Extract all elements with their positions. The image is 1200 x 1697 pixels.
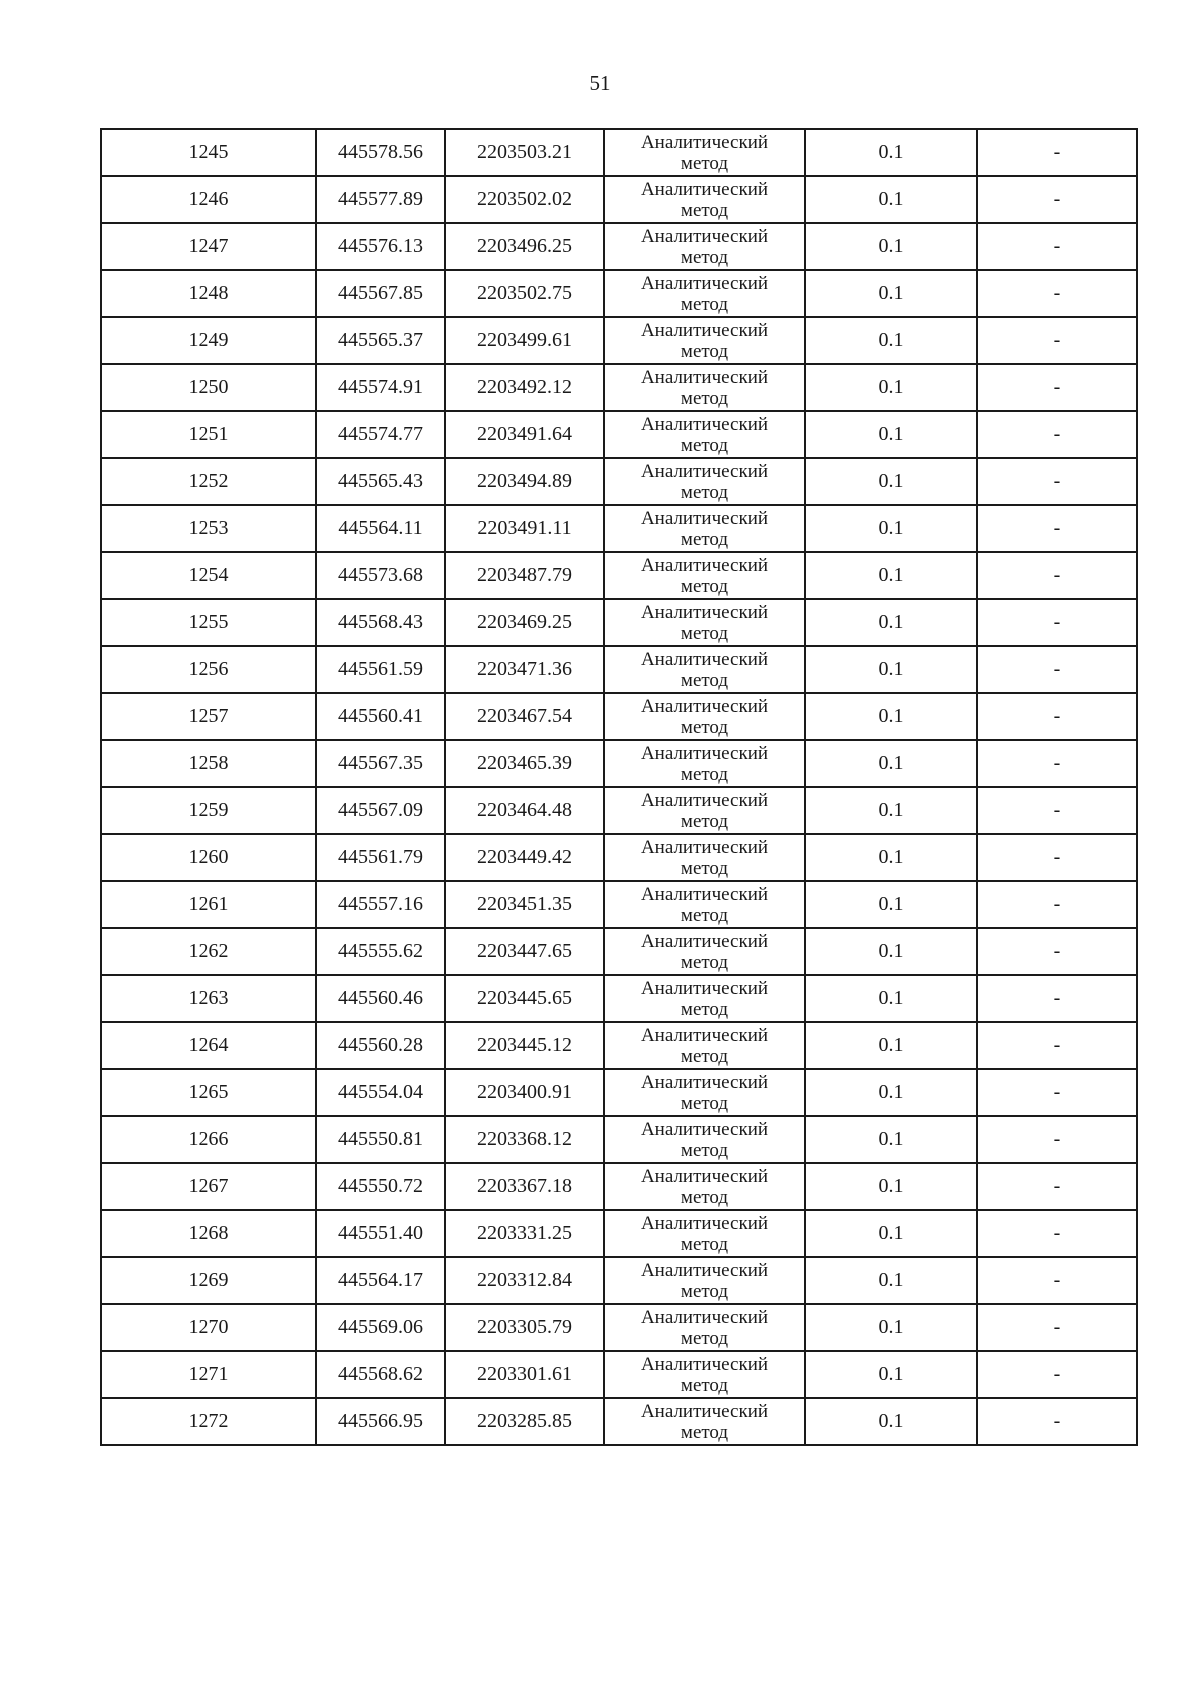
method-line-1: Аналитический bbox=[640, 601, 769, 623]
method-line-1: Аналитический bbox=[640, 648, 769, 670]
note-cell: - bbox=[977, 1163, 1137, 1210]
point-number-cell: 1249 bbox=[101, 317, 316, 364]
method-line-1: Аналитический bbox=[640, 178, 769, 200]
accuracy-cell: 0.1 bbox=[805, 646, 977, 693]
x-coordinate-cell: 445569.06 bbox=[316, 1304, 445, 1351]
point-number-cell: 1267 bbox=[101, 1163, 316, 1210]
x-coordinate-cell: 445574.91 bbox=[316, 364, 445, 411]
method-line-1: Аналитический bbox=[640, 789, 769, 811]
point-number-cell: 1253 bbox=[101, 505, 316, 552]
y-coordinate-cell: 2203301.61 bbox=[445, 1351, 604, 1398]
method-line-2: метод bbox=[680, 857, 729, 879]
table-row bbox=[101, 270, 1137, 317]
x-coordinate-cell: 445560.41 bbox=[316, 693, 445, 740]
method-line-1: Аналитический bbox=[640, 507, 769, 529]
method-line-1: Аналитический bbox=[640, 131, 769, 153]
method-line-2: метод bbox=[680, 951, 729, 973]
table-row bbox=[101, 1304, 1137, 1351]
method-cell bbox=[604, 881, 805, 928]
method-cell bbox=[604, 364, 805, 411]
x-coordinate-cell: 445568.43 bbox=[316, 599, 445, 646]
x-coordinate-cell: 445565.43 bbox=[316, 458, 445, 505]
x-coordinate-cell: 445576.13 bbox=[316, 223, 445, 270]
y-coordinate-cell: 2203502.02 bbox=[445, 176, 604, 223]
y-coordinate-cell: 2203445.12 bbox=[445, 1022, 604, 1069]
x-coordinate-cell: 445564.17 bbox=[316, 1257, 445, 1304]
note-cell: - bbox=[977, 1210, 1137, 1257]
method-line-1: Аналитический bbox=[640, 1118, 769, 1140]
point-number-cell: 1261 bbox=[101, 881, 316, 928]
x-coordinate-cell: 445567.09 bbox=[316, 787, 445, 834]
x-coordinate-cell: 445567.35 bbox=[316, 740, 445, 787]
method-cell bbox=[604, 552, 805, 599]
point-number-cell: 1264 bbox=[101, 1022, 316, 1069]
table-row bbox=[101, 129, 1137, 176]
method-cell bbox=[604, 1069, 805, 1116]
method-line-1: Аналитический bbox=[640, 1259, 769, 1281]
method-line-2: метод bbox=[680, 528, 729, 550]
note-cell: - bbox=[977, 1398, 1137, 1445]
accuracy-cell: 0.1 bbox=[805, 740, 977, 787]
y-coordinate-cell: 2203447.65 bbox=[445, 928, 604, 975]
accuracy-cell: 0.1 bbox=[805, 1069, 977, 1116]
table-row bbox=[101, 1398, 1137, 1445]
table-row bbox=[101, 599, 1137, 646]
method-line-1: Аналитический bbox=[640, 1071, 769, 1093]
method-cell bbox=[604, 458, 805, 505]
x-coordinate-cell: 445573.68 bbox=[316, 552, 445, 599]
method-cell bbox=[604, 1304, 805, 1351]
method-line-1: Аналитический bbox=[640, 554, 769, 576]
point-number-cell: 1272 bbox=[101, 1398, 316, 1445]
accuracy-cell: 0.1 bbox=[805, 176, 977, 223]
y-coordinate-cell: 2203499.61 bbox=[445, 317, 604, 364]
accuracy-cell: 0.1 bbox=[805, 270, 977, 317]
note-cell: - bbox=[977, 129, 1137, 176]
accuracy-cell: 0.1 bbox=[805, 1398, 977, 1445]
method-line-1: Аналитический bbox=[640, 930, 769, 952]
method-line-2: метод bbox=[680, 1374, 729, 1396]
point-number-cell: 1263 bbox=[101, 975, 316, 1022]
method-cell bbox=[604, 505, 805, 552]
note-cell: - bbox=[977, 223, 1137, 270]
y-coordinate-cell: 2203467.54 bbox=[445, 693, 604, 740]
note-cell: - bbox=[977, 176, 1137, 223]
method-line-2: метод bbox=[680, 246, 729, 268]
note-cell: - bbox=[977, 1304, 1137, 1351]
method-cell bbox=[604, 270, 805, 317]
method-line-2: метод bbox=[680, 434, 729, 456]
note-cell: - bbox=[977, 599, 1137, 646]
point-number-cell: 1246 bbox=[101, 176, 316, 223]
method-line-1: Аналитический bbox=[640, 695, 769, 717]
table-row bbox=[101, 975, 1137, 1022]
method-line-2: метод bbox=[680, 1327, 729, 1349]
note-cell: - bbox=[977, 693, 1137, 740]
note-cell: - bbox=[977, 458, 1137, 505]
coordinates-table bbox=[100, 128, 1138, 1446]
method-line-2: метод bbox=[680, 575, 729, 597]
y-coordinate-cell: 2203445.65 bbox=[445, 975, 604, 1022]
method-line-1: Аналитический bbox=[640, 836, 769, 858]
note-cell: - bbox=[977, 646, 1137, 693]
method-cell bbox=[604, 1210, 805, 1257]
page-number: 51 bbox=[589, 71, 611, 95]
method-cell bbox=[604, 740, 805, 787]
point-number-cell: 1257 bbox=[101, 693, 316, 740]
method-cell bbox=[604, 599, 805, 646]
note-cell: - bbox=[977, 740, 1137, 787]
table-row bbox=[101, 458, 1137, 505]
accuracy-cell: 0.1 bbox=[805, 411, 977, 458]
table-row bbox=[101, 176, 1137, 223]
y-coordinate-cell: 2203494.89 bbox=[445, 458, 604, 505]
method-cell bbox=[604, 834, 805, 881]
note-cell: - bbox=[977, 317, 1137, 364]
point-number-cell: 1250 bbox=[101, 364, 316, 411]
x-coordinate-cell: 445578.56 bbox=[316, 129, 445, 176]
x-coordinate-cell: 445567.85 bbox=[316, 270, 445, 317]
method-line-1: Аналитический bbox=[640, 225, 769, 247]
table-row bbox=[101, 646, 1137, 693]
point-number-cell: 1258 bbox=[101, 740, 316, 787]
method-line-2: метод bbox=[680, 1045, 729, 1067]
method-line-2: метод bbox=[680, 998, 729, 1020]
point-number-cell: 1269 bbox=[101, 1257, 316, 1304]
x-coordinate-cell: 445555.62 bbox=[316, 928, 445, 975]
method-cell bbox=[604, 1398, 805, 1445]
point-number-cell: 1265 bbox=[101, 1069, 316, 1116]
accuracy-cell: 0.1 bbox=[805, 1351, 977, 1398]
note-cell: - bbox=[977, 1351, 1137, 1398]
y-coordinate-cell: 2203305.79 bbox=[445, 1304, 604, 1351]
method-line-1: Аналитический bbox=[640, 413, 769, 435]
accuracy-cell: 0.1 bbox=[805, 693, 977, 740]
method-line-2: метод bbox=[680, 340, 729, 362]
y-coordinate-cell: 2203285.85 bbox=[445, 1398, 604, 1445]
table-row bbox=[101, 740, 1137, 787]
accuracy-cell: 0.1 bbox=[805, 834, 977, 881]
accuracy-cell: 0.1 bbox=[805, 599, 977, 646]
accuracy-cell: 0.1 bbox=[805, 787, 977, 834]
x-coordinate-cell: 445564.11 bbox=[316, 505, 445, 552]
y-coordinate-cell: 2203487.79 bbox=[445, 552, 604, 599]
note-cell: - bbox=[977, 834, 1137, 881]
note-cell: - bbox=[977, 270, 1137, 317]
y-coordinate-cell: 2203496.25 bbox=[445, 223, 604, 270]
y-coordinate-cell: 2203502.75 bbox=[445, 270, 604, 317]
method-line-2: метод bbox=[680, 1092, 729, 1114]
method-cell bbox=[604, 928, 805, 975]
y-coordinate-cell: 2203449.42 bbox=[445, 834, 604, 881]
table-row bbox=[101, 505, 1137, 552]
table-row bbox=[101, 1163, 1137, 1210]
method-cell bbox=[604, 129, 805, 176]
accuracy-cell: 0.1 bbox=[805, 505, 977, 552]
table-row bbox=[101, 1257, 1137, 1304]
x-coordinate-cell: 445565.37 bbox=[316, 317, 445, 364]
method-line-2: метод bbox=[680, 1186, 729, 1208]
method-cell bbox=[604, 1351, 805, 1398]
y-coordinate-cell: 2203331.25 bbox=[445, 1210, 604, 1257]
note-cell: - bbox=[977, 1022, 1137, 1069]
method-line-2: метод bbox=[680, 293, 729, 315]
point-number-cell: 1268 bbox=[101, 1210, 316, 1257]
method-line-1: Аналитический bbox=[640, 272, 769, 294]
note-cell: - bbox=[977, 505, 1137, 552]
x-coordinate-cell: 445561.59 bbox=[316, 646, 445, 693]
accuracy-cell: 0.1 bbox=[805, 223, 977, 270]
method-line-2: метод bbox=[680, 716, 729, 738]
table-row bbox=[101, 881, 1137, 928]
table-row bbox=[101, 411, 1137, 458]
method-cell bbox=[604, 176, 805, 223]
x-coordinate-cell: 445561.79 bbox=[316, 834, 445, 881]
x-coordinate-cell: 445574.77 bbox=[316, 411, 445, 458]
x-coordinate-cell: 445560.46 bbox=[316, 975, 445, 1022]
table-row bbox=[101, 317, 1137, 364]
table-row bbox=[101, 1351, 1137, 1398]
x-coordinate-cell: 445550.81 bbox=[316, 1116, 445, 1163]
x-coordinate-cell: 445557.16 bbox=[316, 881, 445, 928]
accuracy-cell: 0.1 bbox=[805, 129, 977, 176]
method-line-1: Аналитический bbox=[640, 883, 769, 905]
method-cell bbox=[604, 223, 805, 270]
y-coordinate-cell: 2203491.64 bbox=[445, 411, 604, 458]
y-coordinate-cell: 2203465.39 bbox=[445, 740, 604, 787]
accuracy-cell: 0.1 bbox=[805, 364, 977, 411]
y-coordinate-cell: 2203503.21 bbox=[445, 129, 604, 176]
accuracy-cell: 0.1 bbox=[805, 1304, 977, 1351]
table-row bbox=[101, 1022, 1137, 1069]
accuracy-cell: 0.1 bbox=[805, 317, 977, 364]
point-number-cell: 1270 bbox=[101, 1304, 316, 1351]
method-line-2: метод bbox=[680, 481, 729, 503]
table-row bbox=[101, 1069, 1137, 1116]
y-coordinate-cell: 2203312.84 bbox=[445, 1257, 604, 1304]
y-coordinate-cell: 2203464.48 bbox=[445, 787, 604, 834]
method-cell bbox=[604, 1022, 805, 1069]
table-row bbox=[101, 223, 1137, 270]
accuracy-cell: 0.1 bbox=[805, 1257, 977, 1304]
method-line-2: метод bbox=[680, 1421, 729, 1443]
y-coordinate-cell: 2203491.11 bbox=[445, 505, 604, 552]
accuracy-cell: 0.1 bbox=[805, 458, 977, 505]
accuracy-cell: 0.1 bbox=[805, 1116, 977, 1163]
y-coordinate-cell: 2203469.25 bbox=[445, 599, 604, 646]
method-line-1: Аналитический bbox=[640, 1306, 769, 1328]
method-cell bbox=[604, 1257, 805, 1304]
table-row bbox=[101, 552, 1137, 599]
y-coordinate-cell: 2203400.91 bbox=[445, 1069, 604, 1116]
method-line-2: метод bbox=[680, 1233, 729, 1255]
point-number-cell: 1271 bbox=[101, 1351, 316, 1398]
method-line-1: Аналитический bbox=[640, 1024, 769, 1046]
accuracy-cell: 0.1 bbox=[805, 1210, 977, 1257]
y-coordinate-cell: 2203492.12 bbox=[445, 364, 604, 411]
note-cell: - bbox=[977, 881, 1137, 928]
method-line-1: Аналитический bbox=[640, 1353, 769, 1375]
table-row bbox=[101, 834, 1137, 881]
x-coordinate-cell: 445550.72 bbox=[316, 1163, 445, 1210]
method-line-2: метод bbox=[680, 669, 729, 691]
note-cell: - bbox=[977, 411, 1137, 458]
method-cell bbox=[604, 1116, 805, 1163]
accuracy-cell: 0.1 bbox=[805, 975, 977, 1022]
accuracy-cell: 0.1 bbox=[805, 1022, 977, 1069]
method-cell bbox=[604, 317, 805, 364]
method-cell bbox=[604, 1163, 805, 1210]
point-number-cell: 1266 bbox=[101, 1116, 316, 1163]
note-cell: - bbox=[977, 364, 1137, 411]
table-row bbox=[101, 787, 1137, 834]
note-cell: - bbox=[977, 552, 1137, 599]
table-row bbox=[101, 1116, 1137, 1163]
x-coordinate-cell: 445566.95 bbox=[316, 1398, 445, 1445]
point-number-cell: 1251 bbox=[101, 411, 316, 458]
x-coordinate-cell: 445551.40 bbox=[316, 1210, 445, 1257]
note-cell: - bbox=[977, 1116, 1137, 1163]
accuracy-cell: 0.1 bbox=[805, 881, 977, 928]
point-number-cell: 1255 bbox=[101, 599, 316, 646]
method-line-2: метод bbox=[680, 199, 729, 221]
method-line-1: Аналитический bbox=[640, 1165, 769, 1187]
method-line-2: метод bbox=[680, 763, 729, 785]
accuracy-cell: 0.1 bbox=[805, 552, 977, 599]
method-line-1: Аналитический bbox=[640, 1212, 769, 1234]
accuracy-cell: 0.1 bbox=[805, 1163, 977, 1210]
method-line-2: метод bbox=[680, 387, 729, 409]
point-number-cell: 1248 bbox=[101, 270, 316, 317]
method-line-1: Аналитический bbox=[640, 460, 769, 482]
y-coordinate-cell: 2203451.35 bbox=[445, 881, 604, 928]
table-row bbox=[101, 1210, 1137, 1257]
point-number-cell: 1247 bbox=[101, 223, 316, 270]
note-cell: - bbox=[977, 928, 1137, 975]
point-number-cell: 1245 bbox=[101, 129, 316, 176]
table-row bbox=[101, 693, 1137, 740]
method-line-1: Аналитический bbox=[640, 319, 769, 341]
note-cell: - bbox=[977, 1257, 1137, 1304]
y-coordinate-cell: 2203368.12 bbox=[445, 1116, 604, 1163]
method-line-2: метод bbox=[680, 810, 729, 832]
x-coordinate-cell: 445554.04 bbox=[316, 1069, 445, 1116]
table-row bbox=[101, 364, 1137, 411]
note-cell: - bbox=[977, 1069, 1137, 1116]
method-cell bbox=[604, 646, 805, 693]
note-cell: - bbox=[977, 787, 1137, 834]
method-cell bbox=[604, 787, 805, 834]
table-body bbox=[101, 129, 1137, 1445]
method-cell bbox=[604, 693, 805, 740]
point-number-cell: 1259 bbox=[101, 787, 316, 834]
method-line-1: Аналитический bbox=[640, 742, 769, 764]
method-line-1: Аналитический bbox=[640, 977, 769, 999]
point-number-cell: 1256 bbox=[101, 646, 316, 693]
note-cell: - bbox=[977, 975, 1137, 1022]
method-cell bbox=[604, 411, 805, 458]
point-number-cell: 1262 bbox=[101, 928, 316, 975]
point-number-cell: 1254 bbox=[101, 552, 316, 599]
method-line-1: Аналитический bbox=[640, 366, 769, 388]
point-number-cell: 1260 bbox=[101, 834, 316, 881]
method-line-2: метод bbox=[680, 904, 729, 926]
point-number-cell: 1252 bbox=[101, 458, 316, 505]
table-row bbox=[101, 928, 1137, 975]
y-coordinate-cell: 2203367.18 bbox=[445, 1163, 604, 1210]
x-coordinate-cell: 445568.62 bbox=[316, 1351, 445, 1398]
method-line-2: метод bbox=[680, 1280, 729, 1302]
method-line-2: метод bbox=[680, 152, 729, 174]
method-cell bbox=[604, 975, 805, 1022]
method-line-1: Аналитический bbox=[640, 1400, 769, 1422]
method-line-2: метод bbox=[680, 622, 729, 644]
method-line-2: метод bbox=[680, 1139, 729, 1161]
y-coordinate-cell: 2203471.36 bbox=[445, 646, 604, 693]
accuracy-cell: 0.1 bbox=[805, 928, 977, 975]
x-coordinate-cell: 445577.89 bbox=[316, 176, 445, 223]
x-coordinate-cell: 445560.28 bbox=[316, 1022, 445, 1069]
